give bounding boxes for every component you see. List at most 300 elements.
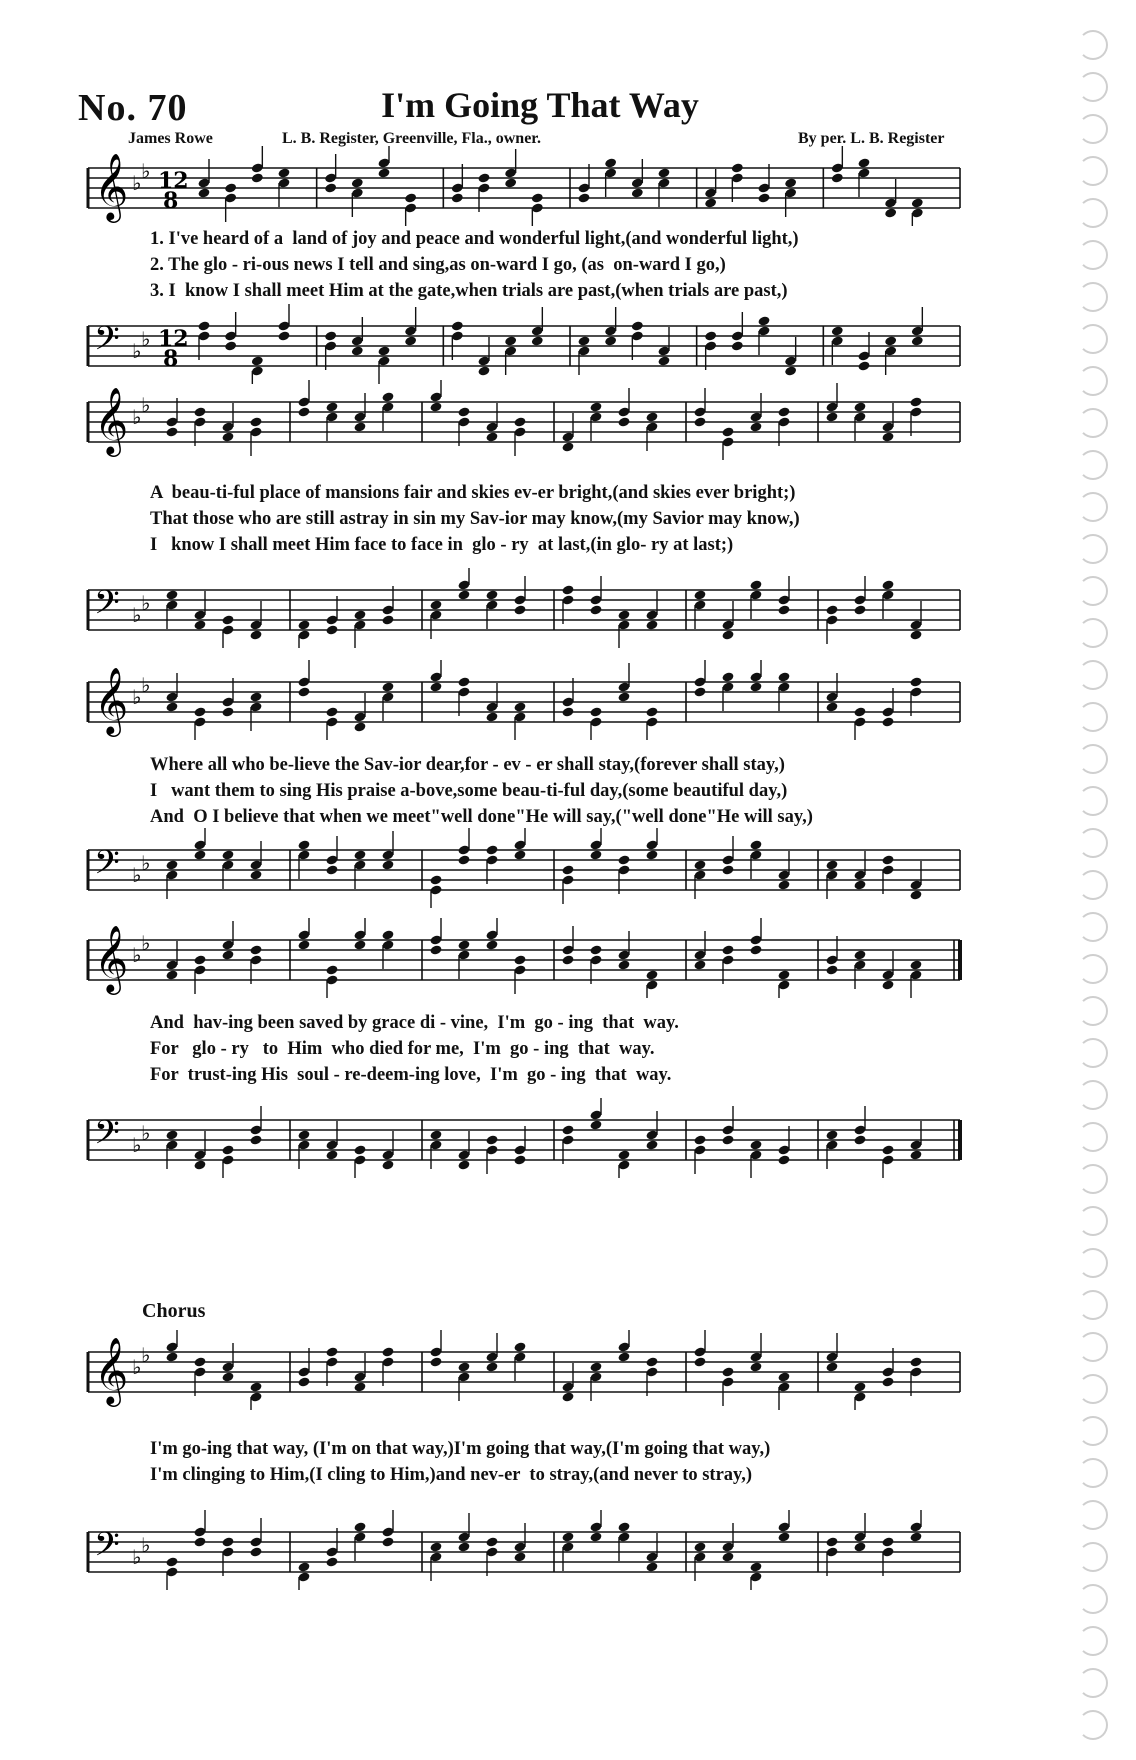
note-head [513,849,526,860]
note-head [704,197,717,208]
note-head [909,396,922,407]
note-head [704,330,717,341]
note-head [513,1551,526,1562]
note-head [297,839,310,850]
note-head [749,421,762,432]
note-head [825,604,838,615]
binding-ring [1078,1206,1108,1236]
note-head [325,1556,338,1567]
note-head [429,874,442,885]
music-system-1 [80,146,968,372]
binding-ring [1078,282,1108,312]
note-head [249,944,262,955]
note-head [485,844,498,855]
note-head [589,604,602,615]
flat-sign-icon: ♭ [141,159,151,183]
note-head [777,879,790,890]
lyrics-block [150,1010,970,1088]
note-head [825,1129,838,1140]
note-head [749,579,762,590]
hymn-title: I'm Going That Way [381,85,699,125]
flat-sign-icon: ♭ [141,1533,151,1557]
chorus-label: Chorus [142,1300,206,1322]
note-head [825,411,838,422]
binding-ring [1078,1500,1108,1530]
note-head [784,177,797,188]
bass-staff [80,828,968,908]
note-head [731,162,744,173]
note-head [825,701,838,712]
flat-sign-icon: ♭ [132,685,142,709]
note-head [881,1536,894,1547]
note-head [561,1391,574,1402]
note-head [224,182,237,193]
note-head [325,401,338,412]
note-head [197,187,210,198]
note-head [325,706,338,717]
note-head [351,345,364,356]
bass-staff [80,568,968,648]
flat-sign-icon: ♭ [132,603,142,627]
note-head [693,959,706,970]
note-head [221,1371,234,1382]
note-head [325,624,338,635]
note-head [721,426,734,437]
note-head [377,345,390,356]
binding-ring [1078,1710,1108,1740]
note-head [749,944,762,955]
note-head [721,1366,734,1377]
note-head [777,1531,790,1542]
note-head [221,949,234,960]
music-system-2 [80,380,968,650]
note-head [353,1144,366,1155]
note-head [911,197,924,208]
note-head [693,686,706,697]
flat-sign-icon: ♭ [132,1355,142,1379]
flat-sign-icon: ♭ [141,673,151,697]
binding-ring [1078,324,1108,354]
bass-staff [80,1098,968,1178]
binding-ring [1078,1080,1108,1110]
lyric-line: Where all who be-lieve the Sav-ior dear,for - ev - er shall stay,(forever shall stay,) [150,755,785,775]
note-head [749,1139,762,1150]
note-head [645,1561,658,1572]
time-signature-top: 12 [158,168,189,194]
binding-ring [1078,1290,1108,1320]
note-head [381,1159,394,1170]
note-head [457,1159,470,1170]
note-head [721,671,734,682]
note-head [485,431,498,442]
note-head [457,939,470,950]
binding-ring [1078,1584,1108,1614]
note-head [485,1134,498,1145]
note-head [853,604,866,615]
time-signature-bottom: 8 [163,188,179,214]
note-head [831,325,844,336]
note-head [353,1521,366,1532]
lyrics-block [150,1436,970,1488]
note-head [853,401,866,412]
flat-sign-icon: ♭ [132,1133,142,1157]
note-head [531,192,544,203]
note-head [853,706,866,717]
time-signature-top: 12 [158,326,189,352]
note-head [881,1376,894,1387]
note-head [377,167,390,178]
note-head [429,1129,442,1140]
note-head [249,416,262,427]
note-head [617,609,630,620]
note-head [693,1541,706,1552]
note-head [451,320,464,331]
bass-staff [80,304,968,384]
lyrics-block [150,752,970,830]
note-head [561,706,574,717]
note-head [749,839,762,850]
flat-sign-icon: ♭ [141,327,151,351]
binding-ring [1078,660,1108,690]
flat-sign-icon: ♭ [132,943,142,967]
note-head [825,859,838,870]
note-head [381,681,394,692]
note-head [251,172,264,183]
bass-clef-icon: 𝄢 [94,320,120,366]
note-head [193,954,206,965]
note-head [881,579,894,590]
music-system-3 [80,660,968,900]
note-head [429,1541,442,1552]
note-head [561,441,574,452]
note-head [193,706,206,717]
binding-ring [1078,618,1108,648]
note-head [297,686,310,697]
binding-ring [1078,1122,1108,1152]
note-head [777,1154,790,1165]
note-head [297,1561,310,1572]
music-system-chorus [80,1330,968,1570]
binding-ring [1078,702,1108,732]
note-head [909,1531,922,1542]
note-head [777,604,790,615]
note-head [513,604,526,615]
note-head [853,1134,866,1145]
note-head [297,1129,310,1140]
note-head [693,416,706,427]
note-head [325,1149,338,1160]
note-head [589,1119,602,1130]
note-head [881,1144,894,1155]
note-head [721,629,734,640]
note-head [193,1536,206,1547]
note-head [617,1149,630,1160]
note-head [165,1556,178,1567]
binding-ring [1078,366,1108,396]
note-head [617,1351,630,1362]
note-head [221,849,234,860]
note-head [513,416,526,427]
note-head [485,1361,498,1372]
binding-ring [1078,1668,1108,1698]
note-head [909,676,922,687]
note-head [353,849,366,860]
lyric-line: And hav-ing been saved by grace di - vine, I'm go - ing that way. [150,1013,679,1033]
binding-ring [1078,1248,1108,1278]
note-head [693,1134,706,1145]
binding-ring [1078,1332,1108,1362]
note-head [589,944,602,955]
binding-ring [1078,72,1108,102]
note-head [513,1341,526,1352]
treble-clef-icon: 𝄞 [94,924,129,992]
lyric-line: I know I shall meet Him face to face in glo - ry at last,(in glo- ry at last;) [150,535,734,555]
note-head [325,864,338,875]
note-head [457,1361,470,1372]
binding-ring [1078,198,1108,228]
note-head [429,1356,442,1367]
note-head [353,609,366,620]
note-head [429,944,442,955]
note-head [589,401,602,412]
treble-staff [80,1330,968,1410]
note-head [881,979,894,990]
lyric-line: I'm go-ing that way, (I'm on that way,)I'm going that way,(I'm going that way,) [150,1439,771,1459]
note-head [381,929,394,940]
bass-staff [80,1510,968,1590]
binding-ring [1078,828,1108,858]
flat-sign-icon: ♭ [132,405,142,429]
note-head [884,335,897,346]
flat-sign-icon: ♭ [141,591,151,615]
note-head [249,691,262,702]
note-head [721,1551,734,1562]
note-head [249,1134,262,1145]
note-head [353,721,366,732]
binding-ring [1078,996,1108,1026]
note-head [297,939,310,950]
lyric-line: 2. The glo - ri-ous news I tell and sing,as on-ward I go, (as on-ward I go,) [150,255,726,275]
note-head [193,849,206,860]
note-head [351,177,364,188]
binding-ring [1078,408,1108,438]
note-head [324,330,337,341]
note-head [165,859,178,870]
binding-ring [1078,1626,1108,1656]
note-head [504,335,517,346]
lyric-line: A beau-ti-ful place of mansions fair and skies ev-er bright,(and skies ever bright;) [150,483,796,503]
note-head [353,421,366,432]
bass-clef-icon: 𝄢 [94,844,120,890]
note-head [731,340,744,351]
lyrics-block [150,226,970,304]
note-head [429,681,442,692]
note-head [631,320,644,331]
treble-clef-icon: 𝄞 [94,666,129,734]
binding-ring [1078,1416,1108,1446]
binding-ring [1078,1164,1108,1194]
note-head [297,619,310,630]
note-head [513,1154,526,1165]
note-head [853,1381,866,1392]
note-head [617,854,630,865]
binding-ring [1078,1038,1108,1068]
note-head [777,671,790,682]
hymn-number: No. 70 [78,87,188,129]
note-head [381,1536,394,1547]
binding-ring [1078,534,1108,564]
note-head [657,167,670,178]
note-head [749,1561,762,1572]
music-system-4 [80,918,968,1178]
time-signature-bottom: 8 [163,346,179,372]
note-head [249,1381,262,1392]
note-head [909,1356,922,1367]
bass-clef-icon: 𝄢 [94,1114,120,1160]
treble-staff [80,146,968,226]
flat-sign-icon: ♭ [141,851,151,875]
note-head [881,716,894,727]
lyrics-block [150,480,970,558]
binding-ring [1078,156,1108,186]
note-head [221,706,234,717]
note-head [381,614,394,625]
note-head [249,629,262,640]
note-head [857,360,870,371]
note-head [504,177,517,188]
flat-sign-icon: ♭ [132,339,142,363]
binding-ring [1078,1542,1108,1572]
note-head [485,1536,498,1547]
note-head [561,1531,574,1542]
note-head [451,192,464,203]
note-head [825,1536,838,1547]
note-head [165,589,178,600]
note-head [693,859,706,870]
note-head [645,1356,658,1367]
note-head [249,869,262,880]
treble-staff [80,660,968,740]
lyric-line: 1. I've heard of a land of joy and peace and wonderful light,(and wonderful light,) [150,229,799,249]
note-head [693,589,706,600]
note-head [221,614,234,625]
note-head [477,365,490,376]
binding-ring [1078,450,1108,480]
note-head [645,706,658,717]
lyric-line: I want them to sing His praise a-bove,some beau-ti-ful day,(some beautiful day,) [150,781,788,801]
lyric-line: 3. I know I shall meet Him at the gate,when trials are past,(when trials are past,) [150,281,788,301]
note-head [561,954,574,965]
flat-sign-icon: ♭ [141,1121,151,1145]
note-head [589,849,602,860]
note-head [165,969,178,980]
note-head [831,172,844,183]
note-head [251,355,264,366]
note-head [457,406,470,417]
note-head [604,157,617,168]
binding-edge [1016,0,1136,1760]
note-head [825,1361,838,1372]
note-head [749,1361,762,1372]
note-head [631,187,644,198]
note-head [881,431,894,442]
binding-ring [1078,954,1108,984]
note-head [561,1124,574,1135]
note-head [165,1129,178,1140]
note-head [911,335,924,346]
composer: L. B. Register, Greenville, Fla., owner. [282,130,541,147]
note-head [645,411,658,422]
binding-ring [1078,576,1108,606]
note-head [531,335,544,346]
binding-ring [1078,114,1108,144]
note-head [589,706,602,717]
lyric-line: For glo - ry to Him who died for me, I'm go - ing that way. [150,1039,655,1059]
note-head [193,1356,206,1367]
note-head [909,959,922,970]
note-head [381,1346,394,1357]
bass-clef-icon: 𝄢 [94,1526,120,1572]
note-head [193,619,206,630]
binding-ring [1078,912,1108,942]
note-head [604,335,617,346]
note-head [853,949,866,960]
note-head [297,1376,310,1387]
note-head [249,1546,262,1557]
arranger: By per. L. B. Register [798,130,945,147]
note-head [721,1134,734,1145]
note-head [617,416,630,427]
note-head [757,192,770,203]
note-head [457,589,470,600]
binding-ring [1078,744,1108,774]
note-head [589,1361,602,1372]
note-head [884,207,897,218]
note-head [221,1536,234,1547]
note-head [645,849,658,860]
note-head [881,854,894,865]
note-head [577,335,590,346]
note-head [429,401,442,412]
note-head [457,676,470,687]
lyric-line: That those who are still astray in sin my Sav-ior may know,(my Savior may know,) [150,509,800,529]
flat-sign-icon: ♭ [132,171,142,195]
note-head [645,969,658,980]
note-head [617,691,630,702]
binding-ring [1078,786,1108,816]
note-head [657,355,670,366]
lyric-line: I'm clinging to Him,(I cling to Him,)and nev-er to stray,(and never to stray,) [150,1465,753,1485]
note-head [221,431,234,442]
note-head [277,167,290,178]
treble-clef-icon: 𝄞 [94,1336,129,1404]
note-head [561,864,574,875]
flat-sign-icon: ♭ [141,393,151,417]
note-head [721,944,734,955]
note-head [757,315,770,326]
note-head [325,964,338,975]
note-head [693,1356,706,1367]
note-head [909,889,922,900]
binding-ring [1078,492,1108,522]
binding-ring [1078,870,1108,900]
author: James Rowe [128,130,213,147]
note-head [325,1346,338,1357]
note-head [857,157,870,168]
note-head [477,172,490,183]
note-head [749,681,762,692]
binding-ring [1078,1458,1108,1488]
